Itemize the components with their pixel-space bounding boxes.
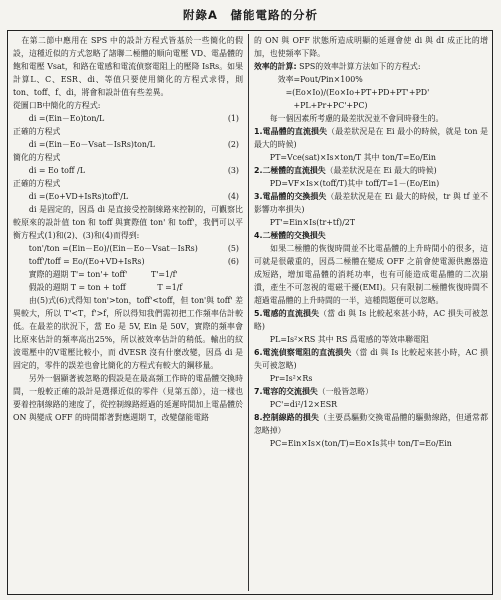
equation	[13, 164, 243, 177]
paragraph: 從圖口B中簡化的方程式:	[13, 101, 101, 110]
equation	[13, 268, 243, 281]
equation-formula: di =(Ein－Eo)ton/L	[13, 114, 105, 123]
paragraph: 由(5)式(6)式得知 ton'>ton，toff'<toff，但 ton'與 toff' 差異較大，所以 T'<T，f'>f，所以得知我們需初把工作頻率估計較低。在最差的狀況下，當 Eo 是 5V, Ein 是 50V，實際的頻率會比原來估計的頻率高出25%，所以被效率估計的稍低。輸出的紋波電壓中的V電壓比較小，而 dVESR 沒有什麼改變，因爲 di 是固定的，零件的誤差也會比簡化的方程式有較大的鋼移量。	[13, 296, 243, 370]
equation-number: (5)	[227, 244, 239, 253]
column-divider	[248, 34, 249, 591]
loss-item-text: （當 di 與 Is 比較起來甚小時，AC 損失可被忽略)	[254, 348, 488, 370]
equation	[13, 138, 243, 151]
equation-formula: toff'/toff = Eo/(Eo+VD+IsRs)	[13, 257, 145, 266]
equation	[13, 281, 243, 294]
loss-item-heading: 6.電流偵察電阻的直流損失	[254, 348, 352, 357]
loss-item-heading: 2.二極體的直流損失	[254, 166, 326, 175]
equation	[13, 242, 243, 255]
equation-number: (4)	[227, 192, 239, 201]
equation-formula: 實際的週期 T'= ton'+ toff' T'=1/f'	[13, 270, 178, 279]
equation-formula: =(Eo×Io)/(Eo×Io+PT+PD+PT'+PD'	[254, 88, 430, 97]
equation-formula: Pr=Is²×Rs	[254, 374, 313, 383]
loss-item	[254, 411, 488, 437]
equation	[254, 372, 488, 385]
equation	[13, 112, 243, 125]
equation-formula: PL=Is²×RS 其中 RS 爲電感的等效串聯電阻	[254, 335, 429, 344]
loss-item-text: （一般皆忽略）	[317, 387, 373, 396]
equation	[254, 73, 488, 86]
paragraph: 如果二極體的恢復時間並不比電晶體的上升時間小的很多，這可就是很嚴重的，因爲二極體在變成 OFF 之前會使電源供應器造成短路，增加電晶體的消耗功率，也有可能造成電晶體的二次崩潰，產生不可忽視的電磁干擾(EMI)。只有限制二極體恢復時間不超過電晶體的上升時間的一半，這種問題便可以忽略。	[254, 244, 488, 305]
loss-item-heading: 3.電晶體的交換損失	[254, 192, 327, 201]
equation-number: (1)	[227, 114, 239, 123]
paragraph: 在第二節中應用在 SPS 中的設計方程式皆基於一些簡化的假設，這種近似的方式忽略了諸聯二極體的順向電壓 VD、電晶體的飽和電壓 Vsat，和路在電感和電流偵察電阻上的壓降 IsRs。如果計算L、C、ESR、di、等值只要使用簡化的方程式求得，則 ton、toff、f、di，將會和設計值有些差異。	[13, 36, 243, 97]
equation-formula: +PL+Pr+PC'+PC)	[254, 101, 368, 110]
loss-item-text: SPS的效率計算方法如下的方程式:	[296, 62, 421, 71]
equation-formula: ton'/ton =(Ein－Eo)/(Ein－Eo－Vsat－IsRs)	[13, 244, 198, 253]
loss-item	[254, 307, 488, 333]
loss-item-text: （主要爲驅動交換電晶體的驅動線路，但通常都忽略掉）	[254, 413, 488, 435]
paragraph: 簡化的方程式	[13, 153, 61, 162]
loss-item-heading: 5.電感的直流損失	[254, 309, 320, 318]
equation	[254, 398, 488, 411]
equation	[254, 86, 488, 99]
equation	[254, 333, 488, 346]
paragraph: 另外一個顯著被忽略的假設是在最高頻工作時的電晶體交換時間，一般較正確的設計是選擇近似的零件（見第五節），這一樣也要着控制線路的速度了，從控制線路經過的延遲時間加上電晶體於 ON 與變成 OFF 的時間都著對應週期 T，改變儲能電路	[13, 374, 243, 422]
paragraph: 正確的方程式	[13, 179, 61, 188]
loss-item	[254, 164, 488, 177]
equation-number: (3)	[227, 166, 239, 175]
equation-number: (6)	[227, 257, 239, 266]
equation-formula: 假設的週期 T = ton + toff T =1/f	[13, 283, 183, 292]
equation-formula: di = Eo toff /L	[13, 166, 85, 175]
loss-item-text: （當 di 與 Is 比較起來甚小時，AC 損失可被忽略)	[254, 309, 488, 331]
loss-item-heading: 8.控制線路的損失	[254, 413, 320, 422]
loss-item-text: （最差狀況是在 Ei 最大的時候)	[325, 166, 437, 175]
equation-formula: PD=VF×Is×(toff/T)其中 toff/T=1－(Eo/Ein)	[254, 179, 440, 188]
equation	[254, 216, 488, 229]
paragraph: 正確的方程式	[13, 127, 61, 136]
equation-formula: PC'=di²/12×ESR	[254, 400, 338, 409]
loss-item-text: （最差狀況是在 Ei 最小的時候，就是 ton 是最大的時候)	[254, 127, 488, 149]
equation	[254, 177, 488, 190]
equation-formula: PC=Ein×Is×(ton/T)=Eo×Is其中 ton/T=Eo/Ein	[254, 439, 452, 448]
loss-item-heading: 7.電容的交流損失	[254, 387, 318, 396]
loss-item	[254, 60, 488, 73]
equation-formula: di =(Eo+VD+IsRs)toff'/L	[13, 192, 129, 201]
loss-item	[254, 125, 488, 151]
loss-item	[254, 229, 488, 242]
left-column	[13, 34, 243, 424]
equation	[254, 437, 488, 450]
equation	[13, 190, 243, 203]
equation	[254, 151, 488, 164]
equation-formula: 效率=Pout/Pin×100%	[254, 75, 363, 84]
loss-item	[254, 190, 488, 216]
loss-item-text: （最差狀況是在 Ei 最大的時候，tr 與 tf 並不影響功率損失)	[254, 192, 488, 214]
loss-item-heading: 4.二極體的交換損失	[254, 231, 326, 240]
equation	[13, 255, 243, 268]
section-heading: 附錄A 儲能電路的分析	[183, 8, 318, 22]
paragraph: di 是固定的，因爲 di 是直接受控制線路來控制的，可觀察比較原來的設計值 ton 和 toff 與實際值 ton' 和 toff'，我們可以平衡方程式(1)和(2)、(3)和(4)而得到:	[13, 205, 243, 240]
equation-formula: di =(Ein－Eo－Vsat－IsRs)ton/L	[13, 140, 155, 149]
right-column	[254, 34, 488, 450]
loss-item-heading: 1.電晶體的直流損失	[254, 127, 328, 136]
equation-number: (2)	[227, 140, 239, 149]
loss-item	[254, 346, 488, 372]
equation-formula: PT'=Ein×Is(tr+tf)/2T	[254, 218, 356, 227]
equation	[254, 99, 488, 112]
paragraph: 每一個因素所考慮的最差狀況並不會同時發生的。	[254, 114, 444, 123]
equation-formula: PT=Vce(sat)×Is×ton/T 其中 ton/T=Eo/Ein	[254, 153, 437, 162]
loss-item	[254, 385, 488, 398]
paragraph: 的 ON 與 OFF 狀態所造成明顯的延遲會使 di 與 dI 成正比的增加，也使頻率下降。	[254, 36, 488, 58]
loss-item-heading: 效率的計算:	[254, 62, 297, 71]
